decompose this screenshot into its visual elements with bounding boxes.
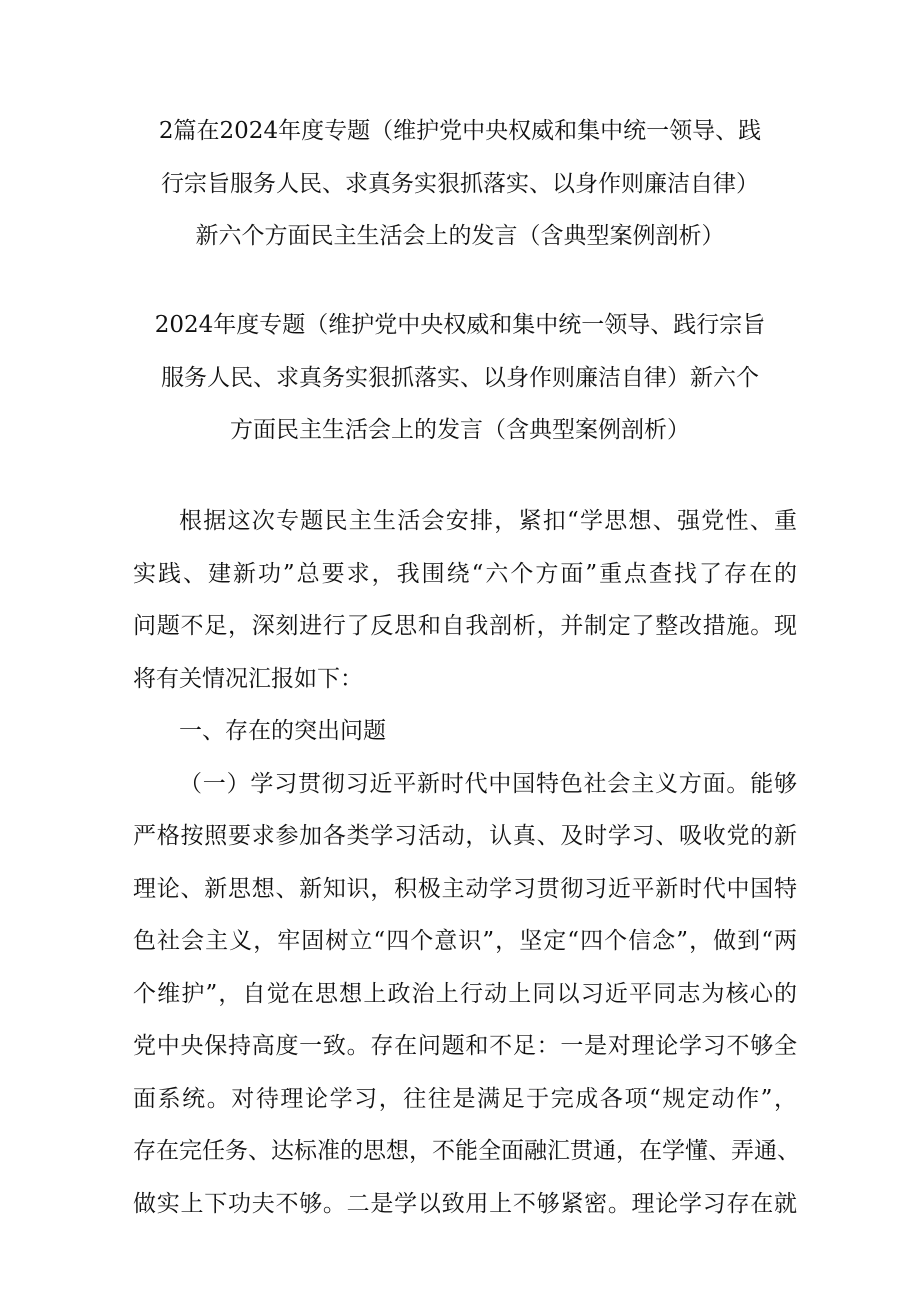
title-line: 行宗旨服务人民、求真务实狠抓落实、以身作则廉洁自律） [161,170,759,197]
title-line: 新六个方面民主生活会上的发言（含典型案例剖析） [195,223,725,249]
paragraph-line: 根据这次专题民主生活会安排，紧扣“学思想、强党性、重 [179,508,797,534]
paragraph-line: 理论、新思想、新知识，积极主动学习贯彻习近平新时代中国特 [133,875,797,902]
paragraph-line: 问题不足，深刻进行了反思和自我剖析，并制定了整改措施。现 [133,613,797,639]
document-sub-title [0,311,920,445]
paragraph-line: 将有关情况汇报如下： [133,665,363,692]
document-body [133,502,800,1237]
paragraph-line: 存在完任务、达标准的思想，不能全面融汇贯通，在学懂、弄通、 [133,1138,800,1164]
intro-paragraph [133,502,797,692]
paragraph-line: 严格按照要求参加各类学习活动，认真、及时学习、吸收党的新 [133,823,797,849]
title-line: 2024年度专题（维护党中央权威和集中统一领导、践行宗旨 [154,312,766,338]
document-main-title [0,117,920,251]
section-heading: 一、存在的突出问题 [179,718,386,744]
paragraph-line: 做实上下功夫不够。二是学以致用上不够紧密。理论学习存在就 [133,1190,797,1217]
paragraph-line: 实践、建新功”总要求，我围绕“六个方面”重点查找了存在的 [133,560,797,587]
paragraph-line: 色社会主义，牢固树立“四个意识”，坚定“四个信念”，做到“两 [133,928,797,954]
title-line: 2篇在2024年度专题（维护党中央权威和集中统一领导、践 [158,118,762,144]
title-line: 服务人民、求真务实狠抓落实、以身作则廉洁自律）新六个 [161,364,759,391]
paragraph-line: 党中央保持高度一致。存在问题和不足：一是对理论学习不够全 [133,1033,797,1059]
paragraph-line: （一）学习贯彻习近平新时代中国特色社会主义方面。能够 [179,770,797,797]
title-line: 方面民主生活会上的发言（含典型案例剖析） [230,417,690,443]
paragraph-line: 个维护”，自觉在思想上政治上行动上同以习近平同志为核心的 [133,980,797,1007]
paragraph-line: 面系统。对待理论学习，往往是满足于完成各项“规定动作”， [133,1085,797,1112]
subsection-paragraph [133,765,800,1217]
